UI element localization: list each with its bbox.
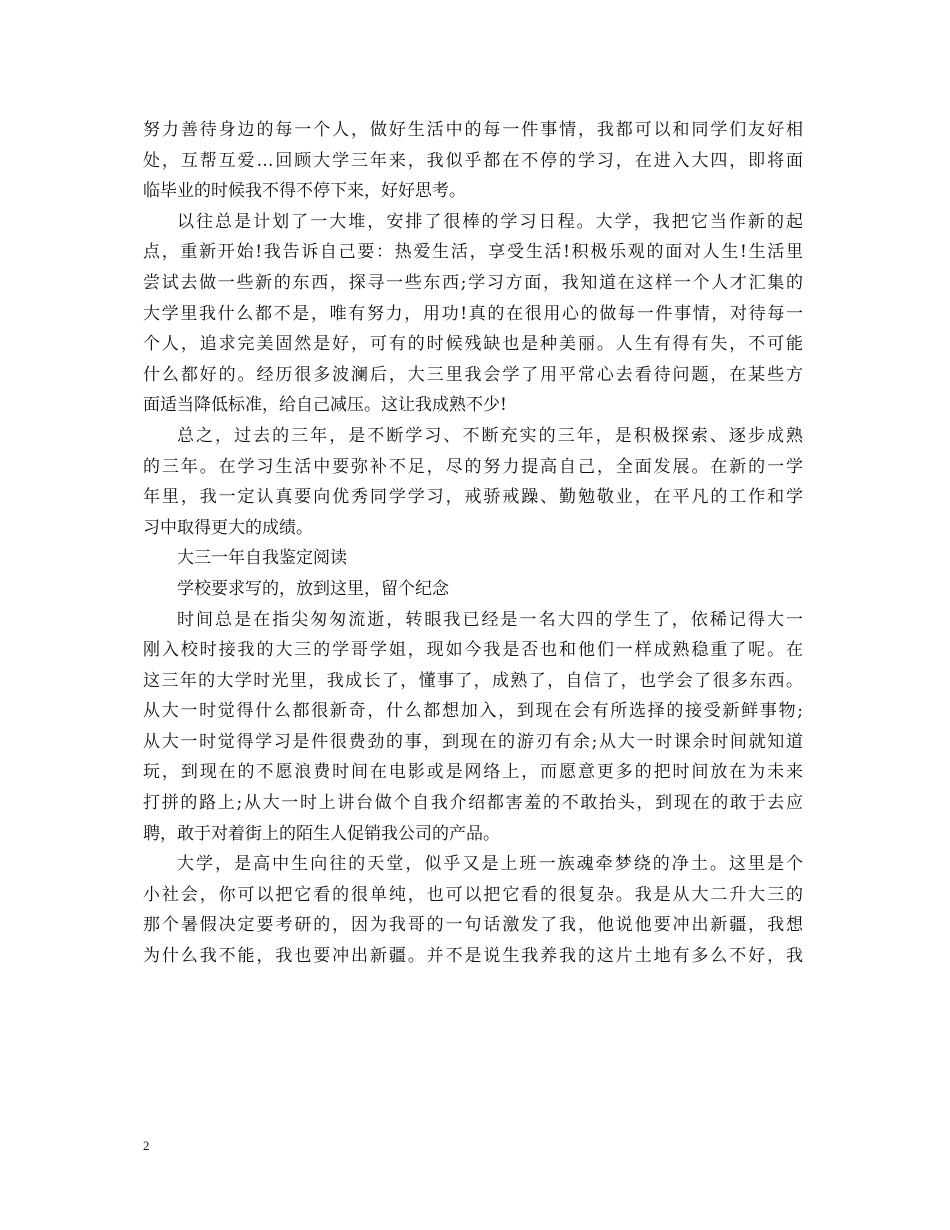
text-line: 个人，追求完美固然是好，可有的时候残缺也是种美丽。人生有得有失，不可能 [143,334,803,355]
text-line: 什么都好的。经历很多波澜后，大三里我会学了用平常心去看待问题，在某些方 [143,364,803,385]
text-line: 这三年的大学时光里，我成长了，懂事了，成熟了，自信了，也学会了很多东西。 [143,670,803,691]
text-line: 为什么我不能，我也要冲出新疆。并不是说生我养我的这片土地有多么不好，我 [143,946,803,967]
text-line: 大学，是高中生向往的天堂，似乎又是上班一族魂牵梦绕的净土。这里是个 [177,854,803,875]
text-line: 聘，敢于对着街上的陌生人促销我公司的产品。 [143,823,500,844]
text-line: 习中取得更大的成绩。 [143,517,313,538]
text-line: 努力善待身边的每一个人，做好生活中的每一件事情，我都可以和同学们友好相 [143,120,803,140]
text-line: 年里，我一定认真要向优秀同学学习，戒骄戒躁、勤勉敬业，在平凡的工作和学 [143,487,803,508]
text-line: 的三年。在学习生活中要弥补不足，尽的努力提高自己，全面发展。在新的一学 [143,456,803,477]
text-line: 那个暑假决定要考研的，因为我哥的一句话激发了我，他说他要冲出新疆，我想 [143,915,803,936]
body-text [143,115,803,972]
text-line: 玩，到现在的不愿浪费时间在电影或是网络上，而愿意更多的把时间放在为未来 [143,762,803,783]
text-line: 大学里我什么都不是，唯有努力，用功!真的在很用心的做每一件事情，对待每一 [143,303,803,324]
text-line: 学校要求写的，放到这里，留个纪念 [177,578,449,599]
text-line: 临毕业的时候我不得不停下来，好好思考。 [143,181,466,202]
text-line: 时间总是在指尖匆匆流逝，转眼我已经是一名大四的学生了，依稀记得大一 [177,609,803,630]
text-line: 点，重新开始!我告诉自己要：热爱生活，享受生活!积极乐观的面对人生!生活里 [143,242,803,263]
text-line: 大三一年自我鉴定阅读 [177,548,347,569]
text-line: 总之，过去的三年，是不断学习、不断充实的三年，是积极探索、逐步成熟 [177,425,803,446]
text-line: 处，互帮互爱…回顾大学三年来，我似乎都在不停的学习，在进入大四，即将面 [143,150,803,171]
text-line: 小社会，你可以把它看的很单纯，也可以把它看的很复杂。我是从大二升大三的 [143,884,803,905]
text-line: 刚入校时接我的大三的学哥学姐，现如今我是否也和他们一样成熟稳重了呢。在 [143,640,803,661]
text-line: 尝试去做一些新的东西，探寻一些东西;学习方面，我知道在这样一个人才汇集的 [143,272,803,293]
text-line: 打拼的路上;从大一时上讲台做个自我介绍都害羞的不敢抬头，到现在的敢于去应 [143,793,803,814]
text-line: 以往总是计划了一大堆，安排了很棒的学习日程。大学，我把它当作新的起 [177,211,803,232]
text-line: 从大一时觉得什么都很新奇，什么都想加入，到现在会有所选择的接受新鲜事物; [143,701,803,722]
text-line: 面适当降低标准，给自己减压。这让我成熟不少! [143,395,507,416]
page-number: 2 [143,1138,150,1153]
text-line: 从大一时觉得学习是件很费劲的事，到现在的游刃有余;从大一时课余时间就知道 [143,731,803,752]
